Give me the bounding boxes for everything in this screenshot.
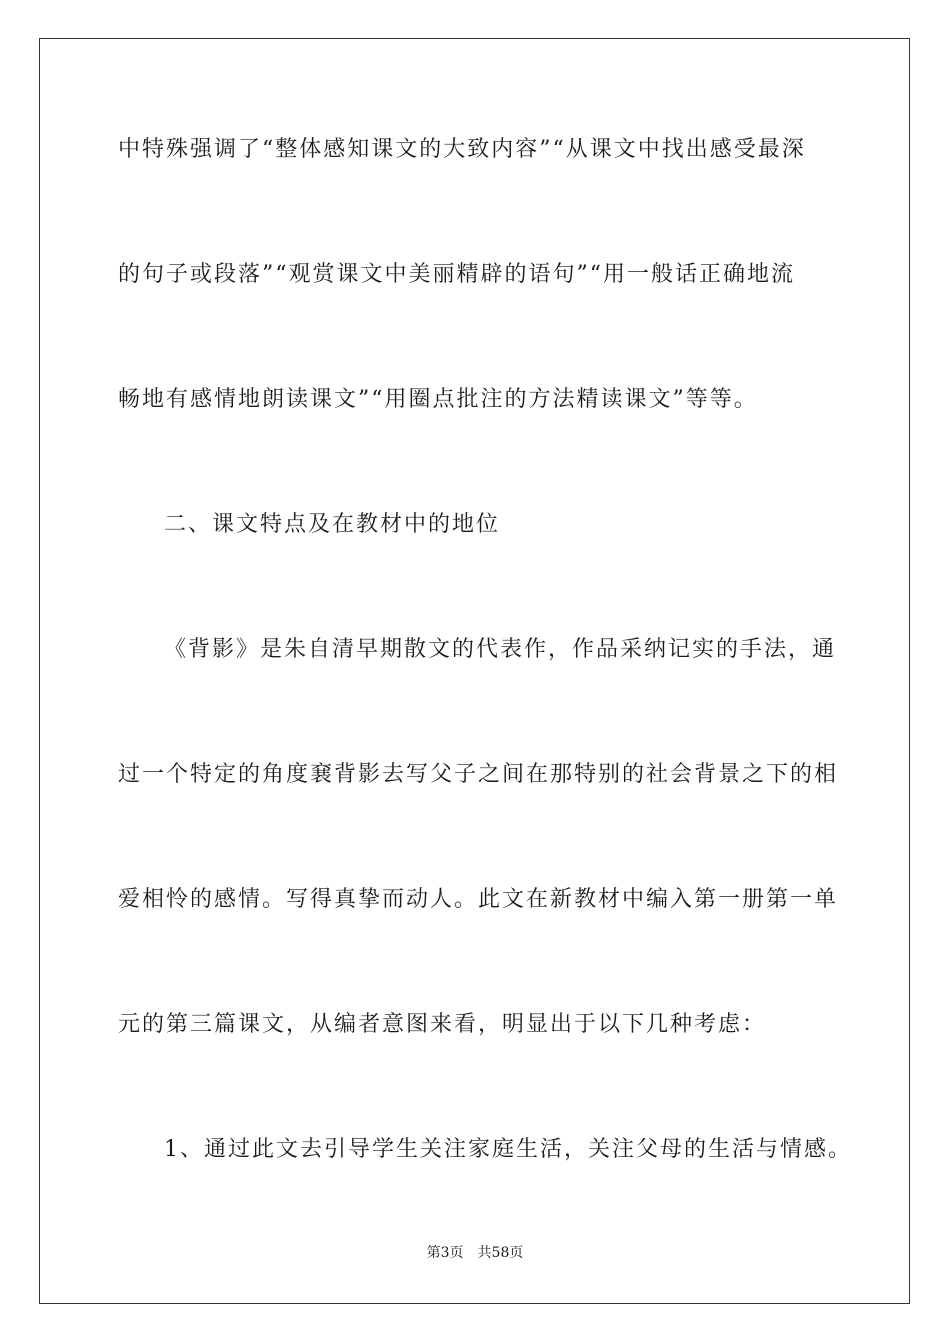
text-line-8: 元的第三篇课文，从编者意图来看，明显出于以下几种考虑： xyxy=(118,1012,767,1037)
list-item-1: 1、通过此文去引导学生关注家庭生活，关注父母的生活与情感。 xyxy=(164,1137,852,1162)
page-footer xyxy=(0,1243,950,1263)
page-border xyxy=(39,38,910,1304)
page-number: 第3页 xyxy=(426,1245,464,1261)
page-total: 共58页 xyxy=(477,1245,524,1261)
text-line-5: 《背影》是朱自清早期散文的代表作，作品采纳记实的手法，通 xyxy=(164,637,837,662)
text-line-1: 中特殊强调了“整体感知课文的大致内容”“从课文中找出感受最深 xyxy=(118,137,806,162)
text-line-6: 过一个特定的角度㐮背影去写父子之间在那特别的社会背景之下的相 xyxy=(118,762,839,787)
text-line-7: 爱相怜的感情。写得真挚而动人。此文在新教材中编入第一册第一单 xyxy=(118,887,839,912)
text-line-3: 畅地有感情地朗读课文”“用圈点批注的方法精读课文”等等。 xyxy=(118,387,758,412)
section-heading: 二、课文特点及在教材中的地位 xyxy=(164,512,501,537)
text-line-2: 的句子或段落”“观赏课文中美丽精辟的语句”“用一般话正确地流 xyxy=(118,262,795,287)
